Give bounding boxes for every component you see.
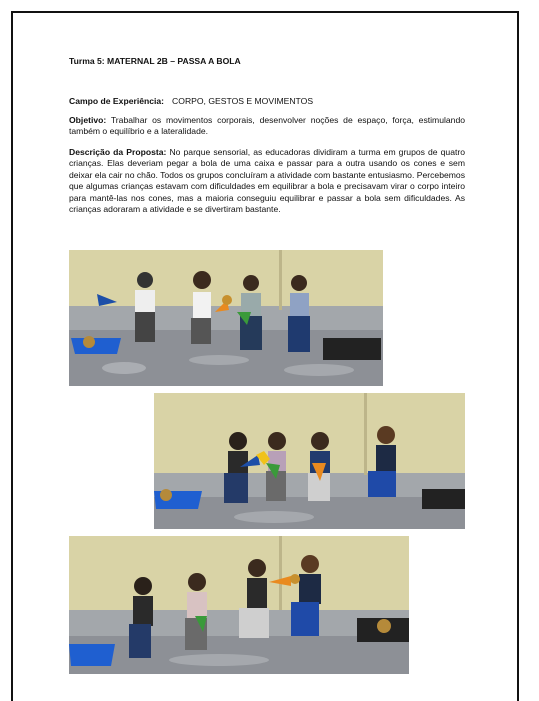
descricao-paragraph [69,147,465,215]
campo-label: Campo de Experiência: [69,96,165,106]
photo-1-illustration [69,250,383,386]
photo-2-illustration [154,393,465,529]
objetivo-label: Objetivo: [69,115,107,125]
document-title: Turma 5: MATERNAL 2B – PASSA A BOLA [69,56,241,66]
objetivo-paragraph [69,115,465,138]
descricao-text: No parque sensorial, as educadoras dividiram a turma em grupos de quatro crianças. Elas deveriam pegar a bola de uma caixa e passar para a outra usando os cones e sem deixar ela cair no chão. Todos os grupos concluíram a atividade com bastante entusiasmo. Percebemos que algumas crianças estavam com dificuldades em equilibrar a bola e precisavam virar o corpo inteiro para mantê-las nos cones, mas a maioria conseguiu equilibrar e passar a bola sem dificuldades. As crianças adoraram a atividade e se divertiram bastante. [69,147,466,215]
photo-3-illustration [69,536,409,674]
activity-photo-3 [69,536,409,674]
objetivo-text: Trabalhar os movimentos corporais, desenvolver noções de espaço, força, estimulando também o equilíbrio e a lateralidade. [69,115,465,137]
activity-photo-1 [69,250,383,386]
campo-experiencia [69,96,465,107]
activity-photo-2 [154,393,465,529]
campo-value: CORPO, GESTOS E MOVIMENTOS [172,96,314,106]
descricao-label: Descrição da Proposta: [69,147,167,157]
